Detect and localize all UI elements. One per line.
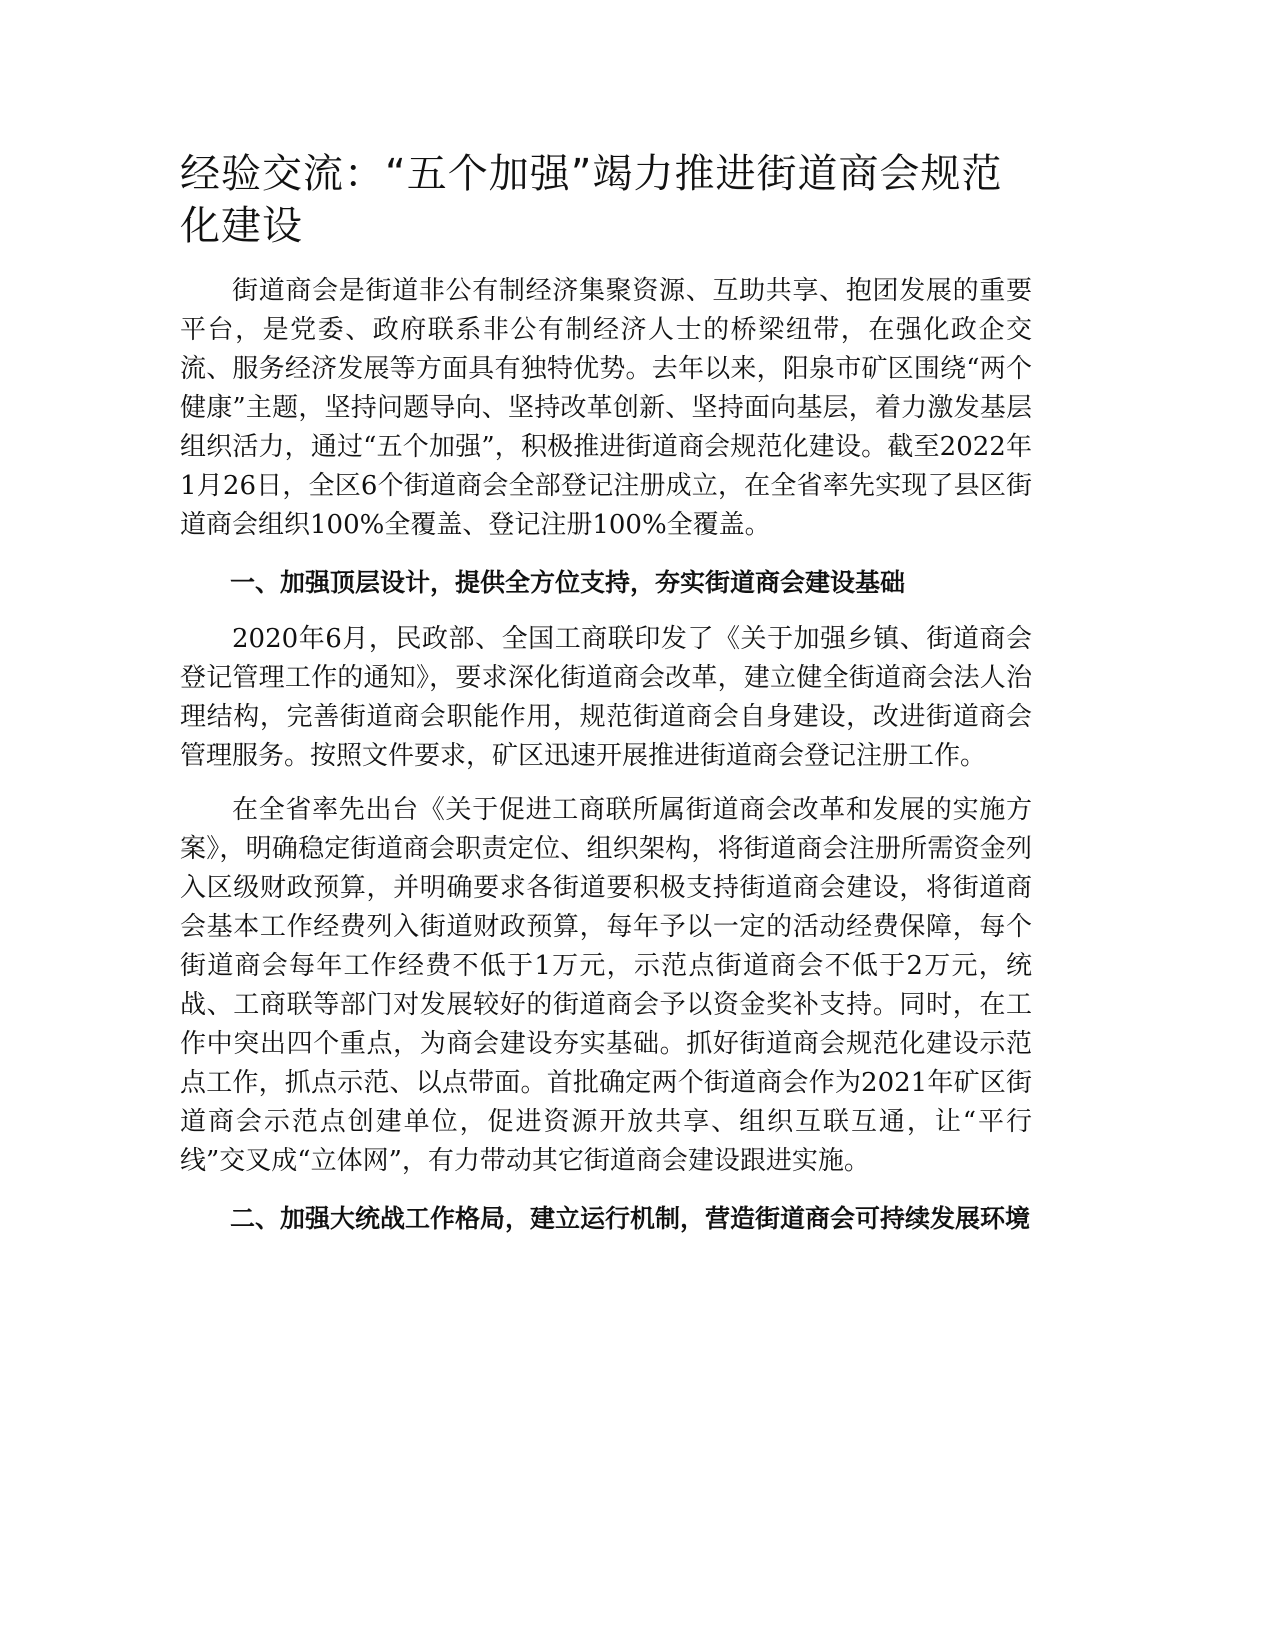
section-heading-1: 一、加强顶层设计，提供全方位支持，夯实街道商会建设基础 [230, 568, 906, 597]
intro-paragraph: 街道商会是街道非公有制经济集聚资源、互助共享、抱团发展的重要平台，是党委、政府联系非公有制经济人士的桥梁纽带，在强化政企交流、服务经济发展等方面具有独特优势。去年以来，阳泉市矿区围绕“两个健康”主题，坚持问题导向、坚持改革创新、坚持面向基层，着力激发基层组织活力，通过“五个加强”，积极推进街道商会规范化建设。截至2022年1月26日，全区6个街道商会全部登记注册成立，在全省率先实现了县区街道商会组织100%全覆盖、登记注册100%全覆盖。 [180, 276, 1032, 540]
section-heading-2: 二、加强大统战工作格局，建立运行机制，营造街道商会可持续发展环境 [230, 1204, 1031, 1233]
section-1-paragraph-2: 在全省率先出台《关于促进工商联所属街道商会改革和发展的实施方案》，明确稳定街道商会职责定位、组织架构，将街道商会注册所需资金列入区级财政预算，并明确要求各街道要积极支持街道商会建设，将街道商会基本工作经费列入街道财政预算，每年予以一定的活动经费保障，每个街道商会每年工作经费不低于1万元，示范点街道商会不低于2万元，统战、工商联等部门对发展较好的街道商会予以资金奖补支持。同时，在工作中突出四个重点，为商会建设夯实基础。抓好街道商会规范化建设示范点工作，抓点示范、以点带面。首批确定两个街道商会作为2021年矿区街道商会示范点创建单位，促进资源开放共享、组织互联互通，让“平行线”交叉成“立体网”，有力带动其它街道商会建设跟进实施。 [180, 795, 1032, 1176]
section-1-paragraph-1: 2020年6月，民政部、全国工商联印发了《关于加强乡镇、街道商会登记管理工作的通知》，要求深化街道商会改革，建立健全街道商会法人治理结构，完善街道商会职能作用，规范街道商会自身建设，改进街道商会管理服务。按照文件要求，矿区迅速开展推进街道商会登记注册工作。 [180, 624, 1032, 771]
document-page [180, 148, 1032, 1256]
document-title: 经验交流：“五个加强”竭力推进街道商会规范化建设 [180, 151, 1003, 249]
